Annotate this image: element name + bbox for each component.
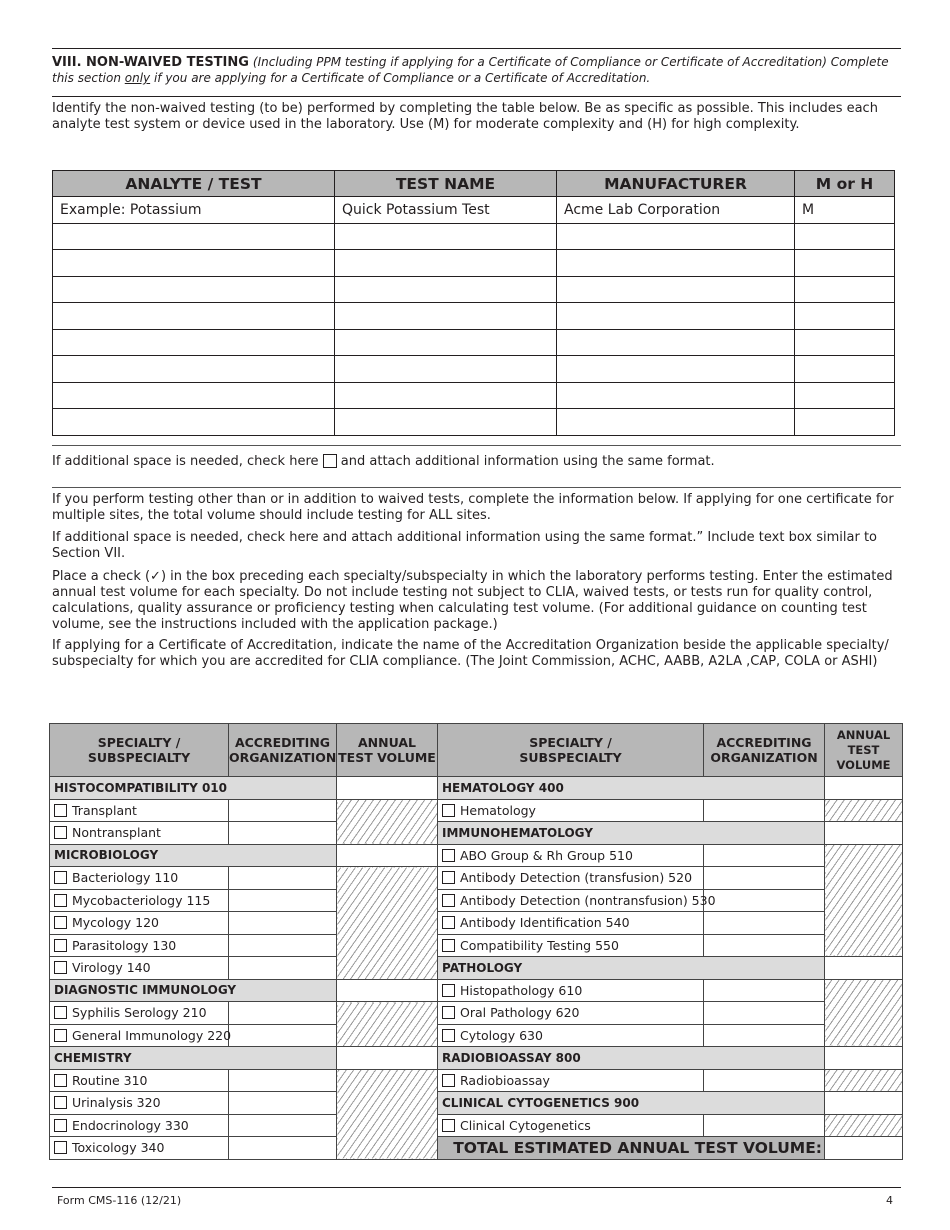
item-oral-pathology: Oral Pathology 620 [438, 1002, 704, 1025]
hatched-cell [825, 1069, 903, 1092]
analyte-cell[interactable] [53, 276, 335, 303]
table-row [50, 934, 903, 957]
item-endocrinology: Endocrinology 330 [50, 1114, 229, 1137]
table-row [50, 1002, 903, 1025]
analyte-cell[interactable] [53, 250, 335, 277]
complexity-cell[interactable] [795, 409, 895, 436]
table-row [50, 1114, 903, 1137]
test-name-cell[interactable] [335, 223, 557, 250]
section-subtitle: (Including PPM testing if applying for a Certificate of Compliance or Certificate of Accreditation) Complete this section only if you are applying for a Certificate of Compliance or a Certificate of Accreditation. [52, 55, 889, 85]
accred-radiobioassay[interactable] [704, 1069, 825, 1092]
item-parasitology: Parasitology 130 [50, 934, 229, 957]
manufacturer-cell[interactable] [557, 250, 795, 277]
analyte-cell[interactable] [53, 409, 335, 436]
volume-hematology[interactable] [825, 777, 903, 800]
group-immunohematology: IMMUNOHEMATOLOGY [438, 822, 825, 845]
table-row [50, 777, 903, 800]
accred-virology[interactable] [229, 957, 337, 980]
group-microbiology: MICROBIOLOGY [50, 844, 337, 867]
hatched-cell [825, 979, 903, 1047]
analyte-cell[interactable] [53, 329, 335, 356]
test-name-cell[interactable] [335, 356, 557, 383]
accred-clinical-cytogenetics[interactable] [704, 1114, 825, 1137]
mycology-checkbox[interactable] [54, 916, 67, 929]
additional-space-line [52, 454, 897, 470]
manufacturer-cell[interactable] [557, 223, 795, 250]
hatched-cell [825, 1114, 903, 1137]
hatched-cell [337, 799, 438, 844]
section-heading [52, 54, 892, 86]
header-analyte: ANALYTE / TEST [53, 171, 335, 197]
test-name-cell[interactable] [335, 409, 557, 436]
form-number: Form CMS-116 (12/21) [57, 1194, 182, 1207]
table-row [50, 822, 903, 845]
item-urinalysis: Urinalysis 320 [50, 1092, 229, 1115]
volume-cytogenetics-group[interactable] [825, 1092, 903, 1115]
analyte-header-row [53, 171, 895, 197]
accred-hematology[interactable] [704, 799, 825, 822]
accred-bacteriology[interactable] [229, 867, 337, 890]
section-rule [52, 96, 901, 97]
test-name-cell[interactable] [335, 276, 557, 303]
analyte-cell[interactable] [53, 303, 335, 330]
accred-endocrinology[interactable] [229, 1114, 337, 1137]
accred-histopathology[interactable] [704, 979, 825, 1002]
specialty-table [49, 723, 903, 1160]
item-mycology: Mycology 120 [50, 912, 229, 935]
test-name-cell[interactable] [335, 382, 557, 409]
example-row [53, 197, 895, 224]
table-row [50, 799, 903, 822]
header-m-or-h: M or H [795, 171, 895, 197]
rule [52, 487, 901, 488]
item-bacteriology: Bacteriology 110 [50, 867, 229, 890]
item-clinical-cytogenetics: Clinical Cytogenetics [438, 1114, 704, 1137]
total-volume-label: TOTAL ESTIMATED ANNUAL TEST VOLUME: [438, 1137, 825, 1160]
item-toxicology: Toxicology 340 [50, 1137, 229, 1160]
example-test-name: Quick Potassium Test [335, 197, 557, 224]
table-row [53, 250, 895, 277]
manufacturer-cell[interactable] [557, 276, 795, 303]
antibody-transfusion-checkbox[interactable] [442, 871, 455, 884]
item-radiobioassay: Radiobioassay [438, 1069, 704, 1092]
volume-radiobioassay-group[interactable] [825, 1047, 903, 1070]
parasitology-checkbox[interactable] [54, 939, 67, 952]
item-antibody-identification: Antibody Identification 540 [438, 912, 704, 935]
accred-antibody-identification[interactable] [704, 912, 825, 935]
item-compatibility: Compatibility Testing 550 [438, 934, 704, 957]
hatched-cell [337, 1069, 438, 1159]
volume-microbiology[interactable] [337, 844, 438, 867]
accred-syphilis[interactable] [229, 1002, 337, 1025]
table-row [53, 223, 895, 250]
table-row [50, 844, 903, 867]
table-row [53, 382, 895, 409]
group-clinical-cytogenetics: CLINICAL CYTOGENETICS 900 [438, 1092, 825, 1115]
volume-histocompatibility[interactable] [337, 777, 438, 800]
manufacturer-cell[interactable] [557, 303, 795, 330]
hatched-cell [337, 867, 438, 980]
manufacturer-cell[interactable] [557, 356, 795, 383]
hatched-cell [337, 1002, 438, 1047]
bacteriology-checkbox[interactable] [54, 871, 67, 884]
table-row [50, 1069, 903, 1092]
accred-antibody-nontransfusion[interactable] [704, 889, 825, 912]
table-row [53, 409, 895, 436]
header-annual-left: ANNUAL TEST VOLUME [337, 724, 438, 777]
hatched-cell [825, 799, 903, 822]
table-row [50, 867, 903, 890]
table-row [50, 957, 903, 980]
manufacturer-cell[interactable] [557, 382, 795, 409]
group-hematology: HEMATOLOGY 400 [438, 777, 825, 800]
additional-space-text: If additional space is needed, check here [52, 454, 319, 469]
accred-toxicology[interactable] [229, 1137, 337, 1160]
table-row [50, 1092, 903, 1115]
accred-antibody-transfusion[interactable] [704, 867, 825, 890]
item-cytology: Cytology 630 [438, 1024, 704, 1047]
table-row [50, 1024, 903, 1047]
table-row [50, 889, 903, 912]
footer-rule [52, 1187, 901, 1188]
accred-cytology[interactable] [704, 1024, 825, 1047]
paragraph-1: If you perform testing other than or in addition to waived tests, complete the information below. If applying for one certificate for multiple sites, the total volume should include testing for ALL sites. [52, 492, 894, 523]
item-antibody-nontransfusion: Antibody Detection (nontransfusion) 530 [438, 889, 704, 912]
accred-urinalysis[interactable] [229, 1092, 337, 1115]
compatibility-checkbox[interactable] [442, 939, 455, 952]
paragraph-4: If applying for a Certificate of Accreditation, indicate the name of the Accreditation Organization beside the applicable specialty/ subspecialty for which you are accredited for CLIA compliance. (The Joint Commission, ACHC, AABB, A2LA ,CAP, COLA or ASHI) [52, 638, 889, 669]
complexity-cell[interactable] [795, 356, 895, 383]
antibody-identification-checkbox[interactable] [442, 916, 455, 929]
item-general-immunology: General Immunology 220 [50, 1024, 229, 1047]
item-mycobacteriology: Mycobacteriology 115 [50, 889, 229, 912]
abo-checkbox[interactable] [442, 849, 455, 862]
transplant-checkbox[interactable] [54, 804, 67, 817]
toxicology-checkbox[interactable] [54, 1141, 67, 1154]
complexity-cell[interactable] [795, 276, 895, 303]
general-immunology-checkbox[interactable] [54, 1029, 67, 1042]
table-row [50, 1137, 903, 1160]
analyte-table [52, 170, 895, 436]
item-hematology: Hematology [438, 799, 704, 822]
item-histopathology: Histopathology 610 [438, 979, 704, 1002]
item-abo: ABO Group & Rh Group 510 [438, 844, 704, 867]
antibody-nontransfusion-checkbox[interactable] [442, 894, 455, 907]
oral-pathology-checkbox[interactable] [442, 1006, 455, 1019]
accred-mycology[interactable] [229, 912, 337, 935]
table-row [50, 912, 903, 935]
complexity-cell[interactable] [795, 303, 895, 330]
nontransplant-checkbox[interactable] [54, 826, 67, 839]
specialty-header-row [50, 724, 903, 777]
routine-checkbox[interactable] [54, 1074, 67, 1087]
test-name-cell[interactable] [335, 250, 557, 277]
paragraph-2: If additional space is needed, check here and attach additional information using the same format.” Include text box similar to Section VII. [52, 530, 877, 561]
example-analyte: Example: Potassium [53, 197, 335, 224]
group-histocompatibility: HISTOCOMPATIBILITY 010 [50, 777, 337, 800]
mycobacteriology-checkbox[interactable] [54, 894, 67, 907]
test-name-cell[interactable] [335, 303, 557, 330]
hematology-checkbox[interactable] [442, 804, 455, 817]
total-volume-input[interactable] [825, 1137, 903, 1160]
clinical-cytogenetics-checkbox[interactable] [442, 1119, 455, 1132]
table-row [53, 329, 895, 356]
item-antibody-transfusion: Antibody Detection (transfusion) 520 [438, 867, 704, 890]
item-nontransplant: Nontransplant [50, 822, 229, 845]
manufacturer-cell[interactable] [557, 329, 795, 356]
header-accrediting-left: ACCREDITING ORGANIZATION [229, 724, 337, 777]
header-specialty-right: SPECIALTY / SUBSPECIALTY [438, 724, 704, 777]
complexity-cell[interactable] [795, 250, 895, 277]
header-accrediting-right: ACCREDITING ORGANIZATION [704, 724, 825, 777]
table-row [53, 356, 895, 383]
example-manufacturer: Acme Lab Corporation [557, 197, 795, 224]
accred-compatibility[interactable] [704, 934, 825, 957]
volume-chemistry[interactable] [337, 1047, 438, 1070]
radiobioassay-checkbox[interactable] [442, 1074, 455, 1087]
complexity-cell[interactable] [795, 329, 895, 356]
histopathology-checkbox[interactable] [442, 984, 455, 997]
analyte-cell[interactable] [53, 356, 335, 383]
syphilis-checkbox[interactable] [54, 1006, 67, 1019]
section-title: VIII. NON-WAIVED TESTING [52, 55, 249, 70]
accred-nontransplant[interactable] [229, 822, 337, 845]
additional-space-checkbox[interactable] [323, 454, 337, 468]
cytology-checkbox[interactable] [442, 1029, 455, 1042]
group-diagnostic-immunology: DIAGNOSTIC IMMUNOLOGY [50, 979, 337, 1002]
accred-general-immunology[interactable] [229, 1024, 337, 1047]
intro-paragraph: Identify the non-waived testing (to be) performed by completing the table below. Be as specific as possible. This includes each analyte test system or device used in the laboratory. Use (M) for moderate complexity and (H) for high complexity. [52, 101, 878, 132]
group-chemistry: CHEMISTRY [50, 1047, 337, 1070]
accred-routine[interactable] [229, 1069, 337, 1092]
top-rule [52, 48, 901, 49]
urinalysis-checkbox[interactable] [54, 1096, 67, 1109]
table-row [53, 276, 895, 303]
endocrinology-checkbox[interactable] [54, 1119, 67, 1132]
accred-transplant[interactable] [229, 799, 337, 822]
table-row [50, 1047, 903, 1070]
table-row [50, 979, 903, 1002]
analyte-cell[interactable] [53, 223, 335, 250]
page-number: 4 [886, 1194, 893, 1207]
manufacturer-cell[interactable] [557, 409, 795, 436]
accred-abo[interactable] [704, 844, 825, 867]
header-annual-right: ANNUAL TEST VOLUME [825, 724, 903, 777]
example-complexity: M [795, 197, 895, 224]
volume-diagnostic-immunology[interactable] [337, 979, 438, 1002]
test-name-cell[interactable] [335, 329, 557, 356]
header-specialty-left: SPECIALTY / SUBSPECIALTY [50, 724, 229, 777]
group-pathology: PATHOLOGY [438, 957, 825, 980]
accred-mycobacteriology[interactable] [229, 889, 337, 912]
group-radiobioassay: RADIOBIOASSAY 800 [438, 1047, 825, 1070]
item-routine: Routine 310 [50, 1069, 229, 1092]
hatched-cell [825, 844, 903, 957]
item-virology: Virology 140 [50, 957, 229, 980]
volume-pathology[interactable] [825, 957, 903, 980]
virology-checkbox[interactable] [54, 961, 67, 974]
additional-space-text-after: and attach additional information using the same format. [340, 454, 715, 469]
table-row [53, 303, 895, 330]
analyte-cell[interactable] [53, 382, 335, 409]
paragraph-3: Place a check (✓) in the box preceding each specialty/subspecialty in which the laboratory performs testing. Enter the estimated annual test volume for each specialty. Do not include testing not subject to CLIA, waived tests, or tests run for quality control, calculations, quality assurance or proficiency testing when calculating test volume. (For additional guidance on counting test volume, see the instructions included with the application package.) [52, 569, 893, 632]
header-test-name: TEST NAME [335, 171, 557, 197]
rule [52, 445, 901, 446]
volume-immunohematology[interactable] [825, 822, 903, 845]
header-manufacturer: MANUFACTURER [557, 171, 795, 197]
complexity-cell[interactable] [795, 382, 895, 409]
complexity-cell[interactable] [795, 223, 895, 250]
item-transplant: Transplant [50, 799, 229, 822]
accred-parasitology[interactable] [229, 934, 337, 957]
accred-oral-pathology[interactable] [704, 1002, 825, 1025]
item-syphilis: Syphilis Serology 210 [50, 1002, 229, 1025]
